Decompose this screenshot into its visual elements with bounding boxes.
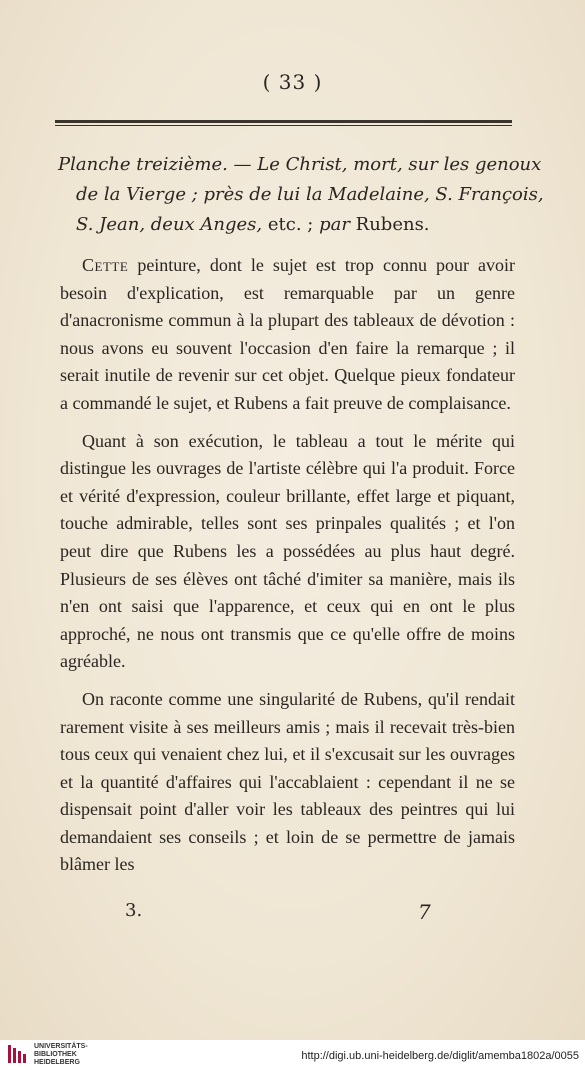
paragraph-1: [60, 252, 515, 418]
caption-subject: Le Christ, mort, sur les genoux: [257, 154, 542, 175]
caption-line-3: [58, 210, 518, 240]
library-name-line-3: HEIDELBERG: [34, 1059, 80, 1066]
signature-mark: 3.: [125, 900, 143, 921]
caption-etc: etc. ;: [267, 214, 320, 235]
paragraph-2: Quant à son exécution, le tableau a tout le mérite qui distingue les ouvrages de l'artiste célèbre qui l'a produit. Force et vérité d'expression, couleur brillante, effet large et piquant, touche admirable, telles sont ses prinpales qualités ; et l'on peut dire que Rubens les a possédées au plus haut degré. Plusieurs de ses élèves ont tâché d'imiter sa manière, mais ils n'en ont saisi que l'apparence, et ceux qui en ont le plus approché, ne nous ont transmis que ce qu'elle offre de moins agréable.: [60, 430, 515, 672]
paragraph-1-text: peinture, dont le sujet est trop connu pour avoir besoin d'explication, est remarquable par un genre d'anacronisme commun à la plupart des tableaux de dévotion : nous avons eu souvent l'occasion d'en faire la remarque ; il serait inutile de revenir sur cet objet. Quelque pieux fondateur a commandé le sujet, et Rubens a fait preuve de complaisance.: [60, 255, 515, 413]
paragraph-3: On raconte comme une singularité de Rubens, qu'il rendait rarement visite à ses meilleurs amis ; mais il recevait très-bien tous ceux qui venaient chez lui, et il s'excusait sur les ouvrages et la quantité d'affaires qui l'accablaient : cependant il ne se dispensait point d'aller voir les tableaux des peintres qui lui demandaient ses conseils ; et loin de se permettre de jamais blâmer les: [60, 688, 515, 875]
library-name: [34, 1043, 94, 1067]
caption-author: Rubens.: [355, 214, 430, 235]
catchword-number: 7: [418, 900, 431, 924]
page-number: ( 33 ): [262, 70, 323, 94]
caption-plate-label: Planche treizième. —: [58, 154, 258, 175]
body-text: [60, 252, 515, 889]
caption-line-1: [58, 150, 542, 180]
plate-caption: [58, 150, 544, 240]
digital-library-url[interactable]: http://digi.ub.uni-heidelberg.de/diglit/amemba1802a/0055: [301, 1050, 579, 1062]
library-name-line-2: BIBLIOTHEK: [34, 1051, 77, 1058]
heidelberg-logo-icon: [6, 1042, 30, 1066]
header-rule-thick: [55, 120, 512, 123]
caption-par: par: [319, 214, 356, 235]
library-name-line-1: UNIVERSITÄTS-: [34, 1043, 88, 1050]
paragraph-lead-word: Cette: [82, 255, 129, 275]
header-rule-thin: [55, 125, 512, 126]
caption-line-2: de la Vierge ; près de lui la Madelaine, S. François,: [76, 184, 544, 205]
caption-figures: S. Jean, deux Anges,: [76, 214, 268, 235]
